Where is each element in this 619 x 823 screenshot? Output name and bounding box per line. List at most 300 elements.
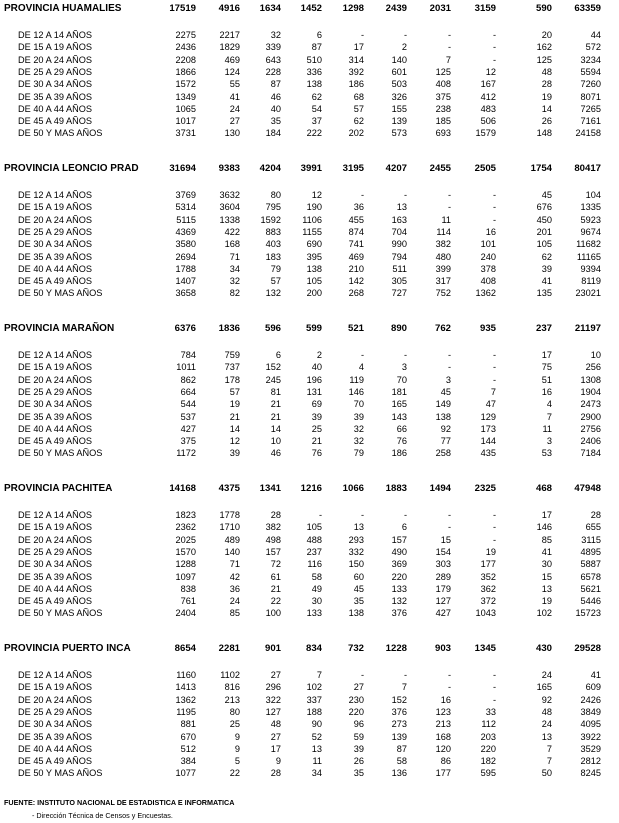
value-cell: - [447, 522, 451, 532]
value-cell: 17 [541, 510, 552, 520]
value-cell: 7 [316, 670, 322, 680]
province-header-row [0, 163, 619, 175]
value-cell: 177 [480, 559, 496, 569]
value-cell: 146 [348, 387, 364, 397]
province-total-cell: 2031 [429, 3, 451, 14]
value-cell: 317 [435, 276, 451, 286]
age-group-row [0, 78, 619, 90]
age-group-label: DE 35 A 39 AÑOS [18, 252, 93, 262]
value-cell: 25 [311, 424, 322, 434]
value-cell: 11165 [576, 252, 601, 262]
age-group-label: DE 35 A 39 AÑOS [18, 92, 93, 102]
value-cell: 131 [306, 387, 322, 397]
value-cell: 1106 [302, 215, 322, 225]
value-cell: - [492, 42, 496, 52]
age-group-label: DE 45 A 49 AÑOS [18, 436, 93, 446]
value-cell: 178 [224, 375, 240, 385]
province-total-cell: 2505 [474, 163, 496, 174]
value-cell: 503 [391, 79, 407, 89]
value-cell: 9 [234, 744, 240, 754]
value-cell: 12 [229, 436, 240, 446]
value-cell: 39 [311, 412, 322, 422]
value-cell: 16 [440, 695, 451, 705]
value-cell: 13 [353, 522, 364, 532]
value-cell: 48 [541, 67, 552, 77]
value-cell: 181 [391, 387, 407, 397]
age-group-label: DE 12 A 14 AÑOS [18, 510, 93, 520]
province-total-cell: 732 [347, 643, 364, 654]
value-cell: 55 [229, 79, 240, 89]
value-cell: 5594 [580, 67, 601, 77]
value-cell: 273 [391, 719, 407, 729]
value-cell: 162 [536, 42, 552, 52]
age-group-label: DE 30 A 34 AÑOS [18, 719, 93, 729]
province-total-cell: 47948 [574, 483, 601, 494]
value-cell: 222 [306, 128, 322, 138]
value-cell: 85 [541, 535, 552, 545]
province-name: PROVINCIA MARAÑON [4, 323, 115, 334]
value-cell: 36 [229, 584, 240, 594]
value-cell: 573 [391, 128, 407, 138]
value-cell: 784 [180, 350, 196, 360]
value-cell: 369 [391, 559, 407, 569]
value-cell: 220 [391, 572, 407, 582]
value-cell: 54 [311, 104, 322, 114]
value-cell: 510 [306, 55, 322, 65]
value-cell: 33 [485, 707, 496, 717]
value-cell: 8119 [581, 276, 601, 286]
value-cell: 139 [391, 116, 407, 126]
age-group-label: DE 40 A 44 AÑOS [18, 584, 93, 594]
value-cell: 22 [270, 596, 281, 606]
value-cell: 80 [229, 707, 240, 717]
value-cell: 58 [311, 572, 322, 582]
value-cell: 4095 [580, 719, 601, 729]
value-cell: 595 [480, 768, 496, 778]
value-cell: - [403, 670, 407, 680]
value-cell: 761 [180, 596, 196, 606]
province-header-row [0, 643, 619, 655]
value-cell: 185 [435, 116, 451, 126]
value-cell: 127 [435, 596, 451, 606]
value-cell: 27 [270, 670, 281, 680]
province-total-cell: 2281 [218, 643, 240, 654]
value-cell: 7 [546, 756, 552, 766]
value-cell: 36 [353, 202, 364, 212]
value-cell: 92 [541, 695, 552, 705]
value-cell: 305 [391, 276, 407, 286]
province-total-cell: 1754 [530, 163, 552, 174]
value-cell: - [492, 510, 496, 520]
province-total-cell: 237 [535, 323, 552, 334]
value-cell: 5314 [175, 202, 196, 212]
value-cell: 238 [435, 104, 451, 114]
province-total-cell: 3159 [474, 3, 496, 14]
province-total-cell: 834 [305, 643, 322, 654]
value-cell: 408 [480, 276, 496, 286]
value-cell: 154 [435, 547, 451, 557]
age-group-row [0, 755, 619, 767]
value-cell: 741 [348, 239, 364, 249]
value-cell: 8245 [580, 768, 601, 778]
value-cell: 136 [391, 768, 407, 778]
value-cell: 13 [541, 732, 552, 742]
value-cell: 19 [541, 596, 552, 606]
value-cell: 39 [229, 448, 240, 458]
value-cell: 133 [391, 584, 407, 594]
value-cell: 62 [353, 116, 364, 126]
value-cell: 990 [391, 239, 407, 249]
age-group-row [0, 287, 619, 299]
province-total-cell: 4375 [218, 483, 240, 494]
value-cell: 129 [480, 412, 496, 422]
age-group-row [0, 189, 619, 201]
value-cell: 314 [348, 55, 364, 65]
value-cell: 202 [348, 128, 364, 138]
value-cell: 399 [435, 264, 451, 274]
age-group-label: DE 50 Y MAS AÑOS [18, 768, 103, 778]
value-cell: 1308 [580, 375, 601, 385]
value-cell: 77 [440, 436, 451, 446]
value-cell: 24 [229, 596, 240, 606]
province-total-cell: 599 [305, 323, 322, 334]
value-cell: 42 [229, 572, 240, 582]
value-cell: 24 [541, 719, 552, 729]
value-cell: 1160 [176, 670, 196, 680]
value-cell: 186 [348, 79, 364, 89]
age-group-label: DE 45 A 49 AÑOS [18, 116, 93, 126]
age-group-row [0, 103, 619, 115]
value-cell: - [492, 215, 496, 225]
value-cell: 58 [396, 756, 407, 766]
value-cell: 52 [311, 732, 322, 742]
age-group-row [0, 398, 619, 410]
value-cell: 96 [353, 719, 364, 729]
value-cell: 210 [348, 264, 364, 274]
value-cell: 230 [348, 695, 364, 705]
value-cell: 14 [270, 424, 281, 434]
age-group-label: DE 15 A 19 AÑOS [18, 522, 93, 532]
value-cell: 2 [316, 350, 322, 360]
value-cell: 45 [541, 190, 552, 200]
age-group-label: DE 12 A 14 AÑOS [18, 670, 93, 680]
age-group-label: DE 50 Y MAS AÑOS [18, 288, 103, 298]
province-total-cell: 1341 [259, 483, 281, 494]
value-cell: - [360, 670, 364, 680]
value-cell: 3115 [581, 535, 601, 545]
value-cell: 26 [353, 756, 364, 766]
province-total-cell: 29528 [574, 643, 601, 654]
value-cell: 15 [440, 535, 451, 545]
value-cell: 1710 [219, 522, 240, 532]
value-cell: 27 [353, 682, 364, 692]
age-group-label: DE 35 A 39 AÑOS [18, 572, 93, 582]
value-cell: 184 [265, 128, 281, 138]
province-total-cell: 890 [390, 323, 407, 334]
value-cell: 12 [485, 67, 496, 77]
value-cell: 3 [546, 436, 552, 446]
province-total-cell: 596 [264, 323, 281, 334]
value-cell: 1011 [176, 362, 196, 372]
value-cell: 190 [306, 202, 322, 212]
value-cell: 72 [270, 559, 281, 569]
age-group-row [0, 91, 619, 103]
value-cell: 25 [229, 719, 240, 729]
value-cell: 119 [349, 375, 364, 385]
value-cell: 2426 [580, 695, 601, 705]
province-total-cell: 430 [535, 643, 552, 654]
value-cell: - [403, 30, 407, 40]
value-cell: 19 [485, 547, 496, 557]
age-group-label: DE 25 A 29 AÑOS [18, 547, 93, 557]
value-cell: - [492, 670, 496, 680]
value-cell: 138 [306, 264, 322, 274]
value-cell: 179 [435, 584, 451, 594]
province-header-row [0, 483, 619, 495]
value-cell: 143 [391, 412, 407, 422]
value-cell: 794 [391, 252, 407, 262]
province-total-cell: 903 [434, 643, 451, 654]
value-cell: 196 [306, 375, 322, 385]
value-cell: 41 [590, 670, 601, 680]
value-cell: 24 [541, 670, 552, 680]
value-cell: 2812 [580, 756, 601, 766]
value-cell: 1097 [175, 572, 196, 582]
age-group-row [0, 669, 619, 681]
value-cell: 32 [229, 276, 240, 286]
value-cell: 3529 [580, 744, 601, 754]
value-cell: 50 [541, 768, 552, 778]
value-cell: 13 [311, 744, 322, 754]
value-cell: 5 [234, 756, 240, 766]
value-cell: 4 [358, 362, 364, 372]
value-cell: 7265 [580, 104, 601, 114]
age-group-label: DE 15 A 19 AÑOS [18, 362, 93, 372]
value-cell: 403 [265, 239, 281, 249]
province-header-row [0, 323, 619, 335]
value-cell: 79 [270, 264, 281, 274]
value-cell: 39 [353, 412, 364, 422]
value-cell: 1195 [176, 707, 196, 717]
age-group-row [0, 731, 619, 743]
value-cell: 53 [541, 448, 552, 458]
value-cell: 35 [353, 768, 364, 778]
value-cell: 2694 [175, 252, 196, 262]
value-cell: 45 [440, 387, 451, 397]
province-total-cell: 590 [535, 3, 552, 14]
value-cell: 92 [440, 424, 451, 434]
value-cell: 1904 [580, 387, 601, 397]
value-cell: 376 [391, 707, 407, 717]
value-cell: 32 [270, 30, 281, 40]
value-cell: 157 [265, 547, 281, 557]
value-cell: 7 [546, 412, 552, 422]
value-cell: 693 [435, 128, 451, 138]
value-cell: 82 [229, 288, 240, 298]
value-cell: 152 [265, 362, 281, 372]
value-cell: 168 [224, 239, 240, 249]
province-total-cell: 1883 [385, 483, 407, 494]
value-cell: 676 [536, 202, 552, 212]
value-cell: 8071 [580, 92, 601, 102]
value-cell: 2217 [219, 30, 240, 40]
value-cell: 1570 [175, 547, 196, 557]
value-cell: 44 [590, 30, 601, 40]
value-cell: - [403, 190, 407, 200]
value-cell: 572 [585, 42, 601, 52]
value-cell: 140 [391, 55, 407, 65]
value-cell: 28 [541, 79, 552, 89]
province-total-cell: 4207 [385, 163, 407, 174]
value-cell: 5923 [580, 215, 601, 225]
value-cell: 3234 [580, 55, 601, 65]
value-cell: 544 [180, 399, 196, 409]
age-group-label: DE 45 A 49 AÑOS [18, 596, 93, 606]
value-cell: - [447, 350, 451, 360]
age-group-row [0, 29, 619, 41]
province-total-cell: 521 [347, 323, 364, 334]
value-cell: 69 [311, 399, 322, 409]
province-total-cell: 1066 [342, 483, 364, 494]
age-group-row [0, 521, 619, 533]
value-cell: 838 [180, 584, 196, 594]
province-total-cell: 935 [479, 323, 496, 334]
value-cell: 114 [436, 227, 451, 237]
value-cell: 100 [265, 608, 281, 618]
age-group-label: DE 20 A 24 AÑOS [18, 55, 93, 65]
value-cell: 3731 [175, 128, 196, 138]
value-cell: 135 [536, 288, 552, 298]
value-cell: 32 [353, 436, 364, 446]
value-cell: 51 [541, 375, 552, 385]
value-cell: 165 [536, 682, 552, 692]
age-group-row [0, 546, 619, 558]
value-cell: 138 [306, 79, 322, 89]
value-cell: 1413 [175, 682, 196, 692]
value-cell: 1829 [219, 42, 240, 52]
value-cell: 41 [229, 92, 240, 102]
value-cell: 57 [229, 387, 240, 397]
age-group-row [0, 411, 619, 423]
value-cell: 49 [311, 584, 322, 594]
value-cell: 102 [536, 608, 552, 618]
value-cell: 9 [234, 732, 240, 742]
value-cell: 258 [435, 448, 451, 458]
province-total-cell: 4916 [218, 3, 240, 14]
value-cell: 862 [180, 375, 196, 385]
value-cell: 133 [306, 608, 322, 618]
age-group-label: DE 20 A 24 AÑOS [18, 695, 93, 705]
age-group-label: DE 45 A 49 AÑOS [18, 756, 93, 766]
value-cell: 2404 [175, 608, 196, 618]
age-group-label: DE 35 A 39 AÑOS [18, 732, 93, 742]
value-cell: 15 [541, 572, 552, 582]
age-group-row [0, 275, 619, 287]
age-group-row [0, 251, 619, 263]
age-group-row [0, 583, 619, 595]
value-cell: 157 [391, 535, 407, 545]
value-cell: 19 [541, 92, 552, 102]
value-cell: 34 [311, 768, 322, 778]
value-cell: - [360, 30, 364, 40]
value-cell: 79 [353, 448, 364, 458]
value-cell: 80 [270, 190, 281, 200]
value-cell: 200 [306, 288, 322, 298]
value-cell: 512 [180, 744, 196, 754]
age-group-label: DE 35 A 39 AÑOS [18, 412, 93, 422]
age-group-row [0, 706, 619, 718]
value-cell: 395 [306, 252, 322, 262]
value-cell: 704 [391, 227, 407, 237]
value-cell: 16 [541, 387, 552, 397]
province-total-cell: 2455 [429, 163, 451, 174]
value-cell: 382 [265, 522, 281, 532]
value-cell: 16 [485, 227, 496, 237]
value-cell: 62 [311, 92, 322, 102]
value-cell: 167 [480, 79, 496, 89]
value-cell: 601 [391, 67, 407, 77]
value-cell: - [447, 510, 451, 520]
value-cell: 5446 [580, 596, 601, 606]
value-cell: 422 [224, 227, 240, 237]
value-cell: - [492, 202, 496, 212]
value-cell: 816 [224, 682, 240, 692]
age-group-row [0, 435, 619, 447]
age-group-label: DE 15 A 19 AÑOS [18, 42, 93, 52]
value-cell: 146 [536, 522, 552, 532]
value-cell: 9394 [580, 264, 601, 274]
value-cell: 24 [229, 104, 240, 114]
age-group-label: DE 25 A 29 AÑOS [18, 387, 93, 397]
province-total-cell: 2325 [474, 483, 496, 494]
value-cell: 112 [481, 719, 496, 729]
value-cell: 59 [353, 732, 364, 742]
value-cell: 506 [480, 116, 496, 126]
value-cell: 30 [311, 596, 322, 606]
value-cell: 483 [480, 104, 496, 114]
province-name: PROVINCIA PACHITEA [4, 483, 113, 494]
value-cell: 256 [585, 362, 601, 372]
value-cell: 362 [480, 584, 496, 594]
value-cell: - [492, 350, 496, 360]
age-group-label: DE 45 A 49 AÑOS [18, 276, 93, 286]
value-cell: 60 [353, 572, 364, 582]
value-cell: 75 [541, 362, 552, 372]
value-cell: 105 [306, 522, 322, 532]
value-cell: 352 [480, 572, 496, 582]
age-group-row [0, 238, 619, 250]
value-cell: 20 [541, 30, 552, 40]
value-cell: 1349 [175, 92, 196, 102]
value-cell: 337 [306, 695, 322, 705]
value-cell: 378 [480, 264, 496, 274]
province-total-cell: 1298 [342, 3, 364, 14]
value-cell: 37 [311, 116, 322, 126]
value-cell: 268 [348, 288, 364, 298]
value-cell: 2900 [580, 412, 601, 422]
value-cell: 61 [270, 572, 281, 582]
value-cell: - [492, 522, 496, 532]
age-group-label: DE 50 Y MAS AÑOS [18, 128, 103, 138]
value-cell: 124 [224, 67, 240, 77]
value-cell: 690 [306, 239, 322, 249]
value-cell: 101 [480, 239, 496, 249]
value-cell: 152 [391, 695, 407, 705]
value-cell: 339 [265, 42, 281, 52]
value-cell: 14 [229, 424, 240, 434]
value-cell: 1407 [175, 276, 196, 286]
value-cell: 11682 [576, 239, 601, 249]
